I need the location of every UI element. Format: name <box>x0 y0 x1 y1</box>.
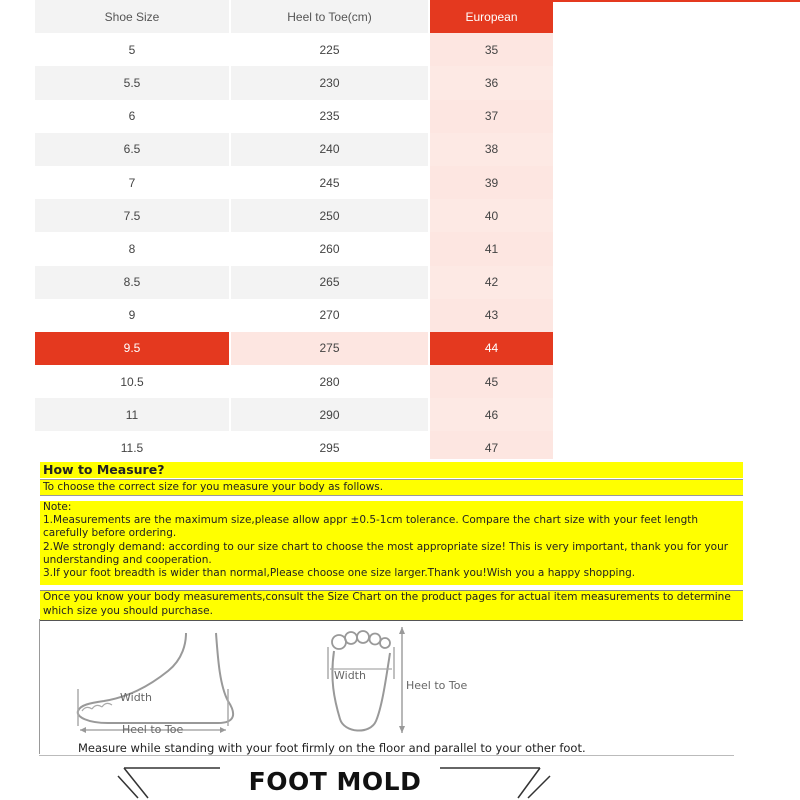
banner-title: FOOT MOLD <box>248 767 422 796</box>
measure-once-text: Once you know your body measurements,consult the Size Chart on the product pages for actual item measurements to determine which size you should purchase. <box>40 590 743 621</box>
european-size-cell: 46 <box>430 398 553 431</box>
header-heel-to-toe: Heel to Toe(cm) <box>231 0 430 33</box>
table-row <box>35 232 553 265</box>
european-size-cell: 43 <box>430 299 553 332</box>
measure-notes <box>40 501 743 585</box>
top-width-label: Width <box>334 669 366 682</box>
header-european: European <box>430 0 553 33</box>
table-header-row <box>35 0 553 33</box>
european-size-cell: 45 <box>430 365 553 398</box>
table-row <box>35 299 553 332</box>
european-size-cell: 38 <box>430 133 553 166</box>
shoe-size-cell: 11.5 <box>35 431 231 464</box>
side-heel-to-toe-label: Heel to Toe <box>122 723 184 736</box>
heel-to-toe-cell: 260 <box>231 232 430 265</box>
heel-to-toe-cell: 265 <box>231 266 430 299</box>
heel-to-toe-cell: 230 <box>231 66 430 99</box>
measure-caption: Measure while standing with your foot firmly on the floor and parallel to your other foot. <box>78 741 586 755</box>
shoe-size-cell: 5 <box>35 33 231 66</box>
heel-to-toe-cell: 270 <box>231 299 430 332</box>
table-row <box>35 166 553 199</box>
measure-subtitle: To choose the correct size for you measure your body as follows. <box>40 479 743 496</box>
panel-left-border <box>39 619 40 754</box>
side-width-label: Width <box>120 691 152 704</box>
table-row <box>35 100 553 133</box>
note-1: 1.Measurements are the maximum size,please allow appr ±0.5-1cm tolerance. Compare the chart size with your feet length carefully before ordering. <box>43 514 699 540</box>
measure-title: How to Measure? <box>40 462 743 478</box>
heel-to-toe-cell: 290 <box>231 398 430 431</box>
european-size-cell: 35 <box>430 33 553 66</box>
shoe-size-cell: 9 <box>35 299 231 332</box>
table-row <box>35 266 553 299</box>
size-chart-table <box>35 0 553 465</box>
shoe-size-cell: 10.5 <box>35 365 231 398</box>
foot-mold-banner <box>110 764 560 800</box>
heel-to-toe-cell: 295 <box>231 431 430 464</box>
table-row <box>35 365 553 398</box>
european-size-cell: 41 <box>430 232 553 265</box>
note-label: Note: <box>43 501 72 513</box>
heel-to-toe-cell: 240 <box>231 133 430 166</box>
shoe-size-cell: 6 <box>35 100 231 133</box>
shoe-size-cell: 9.5 <box>35 332 231 365</box>
shoe-size-cell: 7 <box>35 166 231 199</box>
table-row <box>35 66 553 99</box>
european-size-cell: 37 <box>430 100 553 133</box>
header-shoe-size: Shoe Size <box>35 0 231 33</box>
table-body <box>35 33 553 464</box>
table-row <box>35 33 553 66</box>
european-size-cell: 40 <box>430 199 553 232</box>
shoe-size-cell: 6.5 <box>35 133 231 166</box>
heel-to-toe-cell: 225 <box>231 33 430 66</box>
european-size-cell: 39 <box>430 166 553 199</box>
heel-to-toe-cell: 235 <box>231 100 430 133</box>
table-row <box>35 199 553 232</box>
table-row <box>35 332 553 365</box>
shoe-size-cell: 8.5 <box>35 266 231 299</box>
heel-to-toe-cell: 280 <box>231 365 430 398</box>
note-2: 2.We strongly demand: according to our size chart to choose the most appropriate size! This is very important, thank you for your understanding and cooperation. <box>43 540 729 566</box>
shoe-size-cell: 5.5 <box>35 66 231 99</box>
table-row <box>35 398 553 431</box>
european-size-cell: 47 <box>430 431 553 464</box>
how-to-measure-panel <box>38 459 740 759</box>
panel-bottom-rule <box>39 755 734 756</box>
european-size-cell: 36 <box>430 66 553 99</box>
heel-to-toe-cell: 245 <box>231 166 430 199</box>
heel-to-toe-cell: 250 <box>231 199 430 232</box>
shoe-size-cell: 11 <box>35 398 231 431</box>
european-size-cell: 42 <box>430 266 553 299</box>
european-size-cell: 44 <box>430 332 553 365</box>
heel-to-toe-cell: 275 <box>231 332 430 365</box>
note-3: 3.If your foot breadth is wider than normal,Please choose one size larger.Thank you!Wish you a happy shopping. <box>43 567 636 580</box>
shoe-size-cell: 8 <box>35 232 231 265</box>
top-heel-to-toe-label: Heel to Toe <box>406 679 468 692</box>
table-row <box>35 133 553 166</box>
shoe-size-cell: 7.5 <box>35 199 231 232</box>
